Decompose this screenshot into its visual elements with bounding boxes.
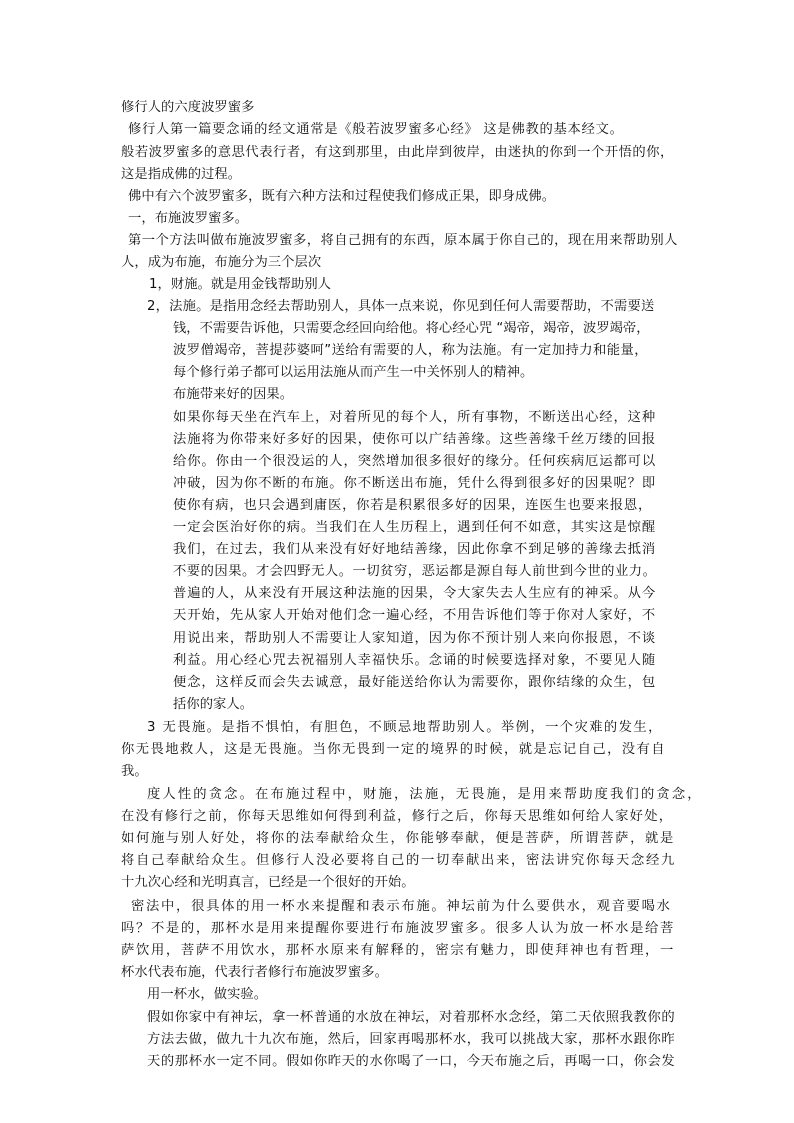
body-line: 一，布施波罗蜜多。 [128, 211, 249, 226]
body-line: 萨饮用，菩萨不用饮水，那杯水原来有解释的，密宗有魅力，即使拜神也有哲理，一 [121, 943, 675, 958]
body-line: 2，法施。是指用念经去帮助别人，具体一点来说，你见到任何人需要帮助，不需要送 [147, 299, 655, 314]
body-line: 度人性的贪念。在布施过程中，财施，法施，无畏施，是用来帮助度我们的贪念， [147, 787, 703, 802]
body-line: 天的那杯水一定不同。假如你昨天的水你喝了一口，今天布施之后，再喝一口，你会发 [147, 1054, 676, 1069]
body-line: 假如你家中有神坛，拿一杯普通的水放在神坛，对着那杯水念经，第二天依照我教你的 [147, 1010, 676, 1025]
body-line: 冲破，因为你不断的布施。你不断送出布施，凭什么得到很多好的因果呢？即 [173, 476, 657, 491]
body-line: 波罗僧竭帝，菩提莎婆呵”送给有需要的人，称为法施。有一定加持力和能量， [173, 343, 648, 358]
body-line: 便念，这样反而会失去诚意，最好能送给你认为需要你，跟你结缘的众生，包 [173, 675, 657, 690]
body-line: 使你有病，也只会遇到庸医，你若是积累很多好的因果，连医生也要来报恩， [173, 498, 653, 513]
body-line: 用一杯水，做实验。 [147, 987, 268, 1002]
body-line: 利益。用心经心咒去祝福别人幸福快乐。念诵的时候要选择对象，不要见人随 [173, 653, 657, 668]
body-line: 修行人第一篇要念诵的经文通常是《般若波罗蜜多心经》 这是佛教的基本经文。 [128, 122, 624, 137]
body-line: 吗？不是的，那杯水是用来提醒你要进行布施波罗蜜多。很多人认为放一杯水是给菩 [121, 921, 675, 936]
body-line: 杯水代表布施，代表行者修行布施波罗蜜多。 [121, 965, 388, 980]
body-line: 不要的因果。才会四野无人。一切贫穷，恶运都是源自每人前世到今世的业力。 [173, 564, 657, 579]
body-line: 佛中有六个波罗蜜多，既有六种方法和过程使我们修成正果，即身成佛。 [128, 189, 556, 204]
body-line: 天开始，先从家人开始对他们念一遍心经，不用告诉他们等于你对人家好，不 [173, 608, 657, 623]
body-line: 布施带来好的因果。 [173, 387, 294, 402]
body-line: 十九次心经和光明真言，已经是一个很好的开始。 [121, 875, 415, 890]
body-line: 在没有修行之前，你每天思维如何得到利益，修行之后，你每天思维如何给人家好处， [121, 809, 674, 824]
body-line: 给你。你由一个很没运的人，突然增加很多很好的缘分。任何疾病厄运都可以 [173, 454, 657, 469]
body-line: 一定会医治好你的病。当我们在人生历程上，遇到任何不如意，其实这是惊醒 [173, 520, 657, 535]
body-line: 3 无畏施。是指不惧怕，有胆色，不顾忌地帮助别人。举例，一个灾难的发生， [147, 720, 663, 735]
body-line: 如何施与别人好处，将你的法奉献给众生，你能够奉献，便是菩萨，所谓菩萨，就是 [121, 831, 675, 846]
body-line: 第一个方法叫做布施波罗蜜多，将自己拥有的东西，原本属于你自己的，现在用来帮助别人 [128, 233, 678, 248]
document-title: 修行人的六度波罗蜜多 [121, 100, 255, 115]
body-line: 这是指成佛的过程。 [121, 167, 242, 182]
body-line: 你无畏地救人，这是无畏施。当你无畏到一定的境界的时候，就是忘记自己，没有自 [121, 742, 666, 757]
body-line: 普遍的人，从来没有开展这种法施的因果，令大家失去人生应有的神采。从今 [173, 586, 657, 601]
body-line: 将自己奉献给众生。但修行人没必要将自己的一切奉献出来，密法讲究你每天念经九 [121, 853, 676, 868]
body-line: 如果你每天坐在汽车上，对着所见的每个人，所有事物，不断送出心经，这种 [173, 410, 657, 425]
body-line: 方法去做，做九十九次布施，然后，回家再喝那杯水，我可以挑战大家，那杯水跟你昨 [147, 1032, 676, 1047]
body-line: 用说出来，帮助别人不需要让人家知道，因为你不预计别人来向你报恩，不谈 [173, 631, 657, 646]
body-line: 我们，在过去，我们从来没有好好地结善缘，因此你拿不到足够的善缘去抵消 [173, 542, 657, 557]
body-line: 钱，不需要告诉他，只需要念经回向给他。将心经心咒 “竭帝，竭帝，波罗竭帝， [173, 321, 650, 336]
body-line: 括你的家人。 [173, 697, 254, 712]
body-line: 法施将为你带来好多好的因果，使你可以广结善缘。这些善缘千丝万缕的回报 [173, 432, 657, 447]
body-line: 每个修行弟子都可以运用法施从而产生一中关怀别人的精神。 [173, 365, 534, 380]
body-line: 1，财施。就是用金钱帮助别人 [149, 277, 332, 292]
body-line: 密法中，很具体的用一杯水来提醒和表示布施。神坛前为什么要供水，观音要喝水 [131, 899, 672, 914]
body-line: 我。 [121, 764, 148, 779]
body-line: 人，成为布施，布施分为三个层次 [121, 255, 322, 270]
body-line: 般若波罗蜜多的意思代表行者，有这到那里，由此岸到彼岸，由迷执的你到一个开悟的你， [121, 145, 674, 160]
